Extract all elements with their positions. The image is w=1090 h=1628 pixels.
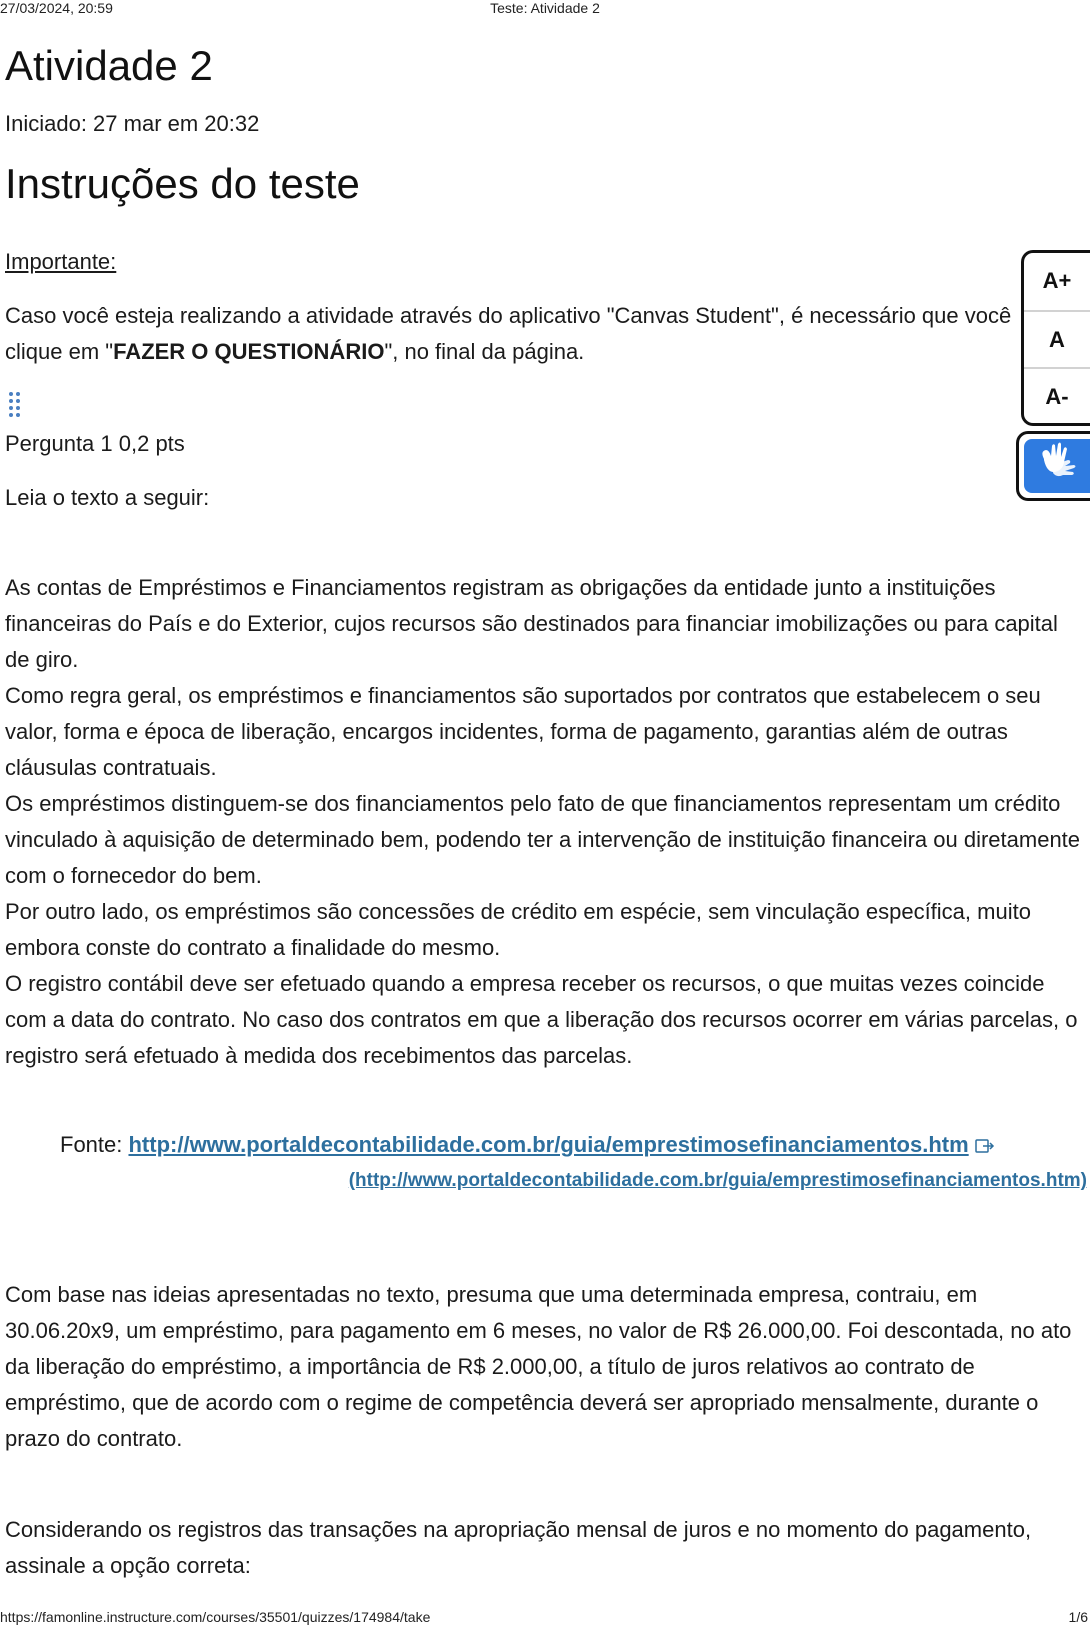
passage-paragraph: Por outro lado, os empréstimos são concessões de crédito em espécie, sem vinculação específica, muito embora conste do contrato a finalidade do mesmo. <box>5 899 1031 960</box>
passage <box>5 570 1087 1074</box>
source-label: Fonte: <box>60 1132 129 1157</box>
passage-paragraph: Os empréstimos distinguem-se dos financiamentos pelo fato de que financiamentos representam um crédito vinculado à aquisição de determinado bem, podendo ter a intervenção de instituição financeira ou diretamente com o fornecedor do bem. <box>5 791 1081 888</box>
drag-handle-icon[interactable] <box>9 392 23 416</box>
font-size-panel <box>1021 250 1090 426</box>
page-number: 1/6 <box>1068 1609 1088 1625</box>
question-header: Pergunta 1 0,2 pts <box>5 431 185 456</box>
vlibras-button[interactable] <box>1016 431 1090 501</box>
instruction-text <box>5 298 1020 370</box>
decrease-font-button[interactable]: A- <box>1024 367 1090 424</box>
passage-paragraph: Como regra geral, os empréstimos e financiamentos são suportados por contratos que estabelecem o seu valor, forma e época de liberação, encargos incidentes, forma de pagamento, garantias além de outras cláusulas contratuais. <box>5 683 1041 780</box>
sign-language-hands-icon <box>1024 439 1090 493</box>
passage-paragraph: O registro contábil deve ser efetuado quando a empresa receber os recursos, o que muitas vezes coincide com a data do contrato. No caso dos contratos em que a liberação dos recursos ocorrer em várias parcelas, o registro será efetuado à medida dos recebimentos das parcelas. <box>5 971 1078 1068</box>
print-title: Teste: Atividade 2 <box>490 0 600 16</box>
print-datetime: 27/03/2024, 20:59 <box>0 0 113 16</box>
started-timestamp: Iniciado: 27 mar em 20:32 <box>5 111 260 136</box>
quiz-title: Atividade 2 <box>5 42 213 89</box>
passage-paragraph: As contas de Empréstimos e Financiamentos registram as obrigações da entidade junto a instituições financeiras do País e do Exterior, cujos recursos são destinados para financiar imobilizações ou para capital de giro. <box>5 575 1058 672</box>
print-url: https://famonline.instructure.com/courses/35501/quizzes/174984/take <box>0 1609 431 1625</box>
increase-font-button[interactable]: A+ <box>1042 268 1072 293</box>
source-link[interactable]: http://www.portaldecontabilidade.com.br/guia/emprestimosefinanciamentos.htm <box>128 1132 969 1157</box>
instructions-heading: Instruções do teste <box>5 160 360 207</box>
instruction-post: ", no final da página. <box>384 339 585 364</box>
source-link-paren[interactable]: (http://www.portaldecontabilidade.com.br/guia/emprestimosefinanciamentos.htm) <box>348 1170 1087 1191</box>
vlibras-inner <box>1024 439 1090 493</box>
print-footer <box>0 1609 1090 1627</box>
important-label: Importante: <box>5 249 117 274</box>
question-text: Com base nas ideias apresentadas no texto, presuma que uma determinada empresa, contraiu, em 30.06.20x9, um empréstimo, para pagamento em 6 meses, no valor de R$ 26.000,00. Foi descontada, no ato da liberação do empréstimo, a importância de R$ 2.000,00, a título de juros relativos ao contrato de empréstimo, que de acordo com o regime de competência deverá ser apropriado mensalmente, durante o prazo do contrato. <box>5 1282 1072 1451</box>
normal-font-button[interactable]: A <box>1024 310 1090 367</box>
question-intro: Leia o texto a seguir: <box>5 485 210 510</box>
instruction-pre: Caso você esteja realizando a atividade através do aplicativo "Canvas Student", é necessário que você clique em " <box>5 303 1012 364</box>
consider-text: Considerando os registros das transações na apropriação mensal de juros e no momento do pagamento, assinale a opção correta: <box>5 1517 1032 1578</box>
print-header <box>0 0 1090 20</box>
instruction-bold: FAZER O QUESTIONÁRIO <box>113 339 385 364</box>
external-link-icon <box>975 1138 995 1154</box>
